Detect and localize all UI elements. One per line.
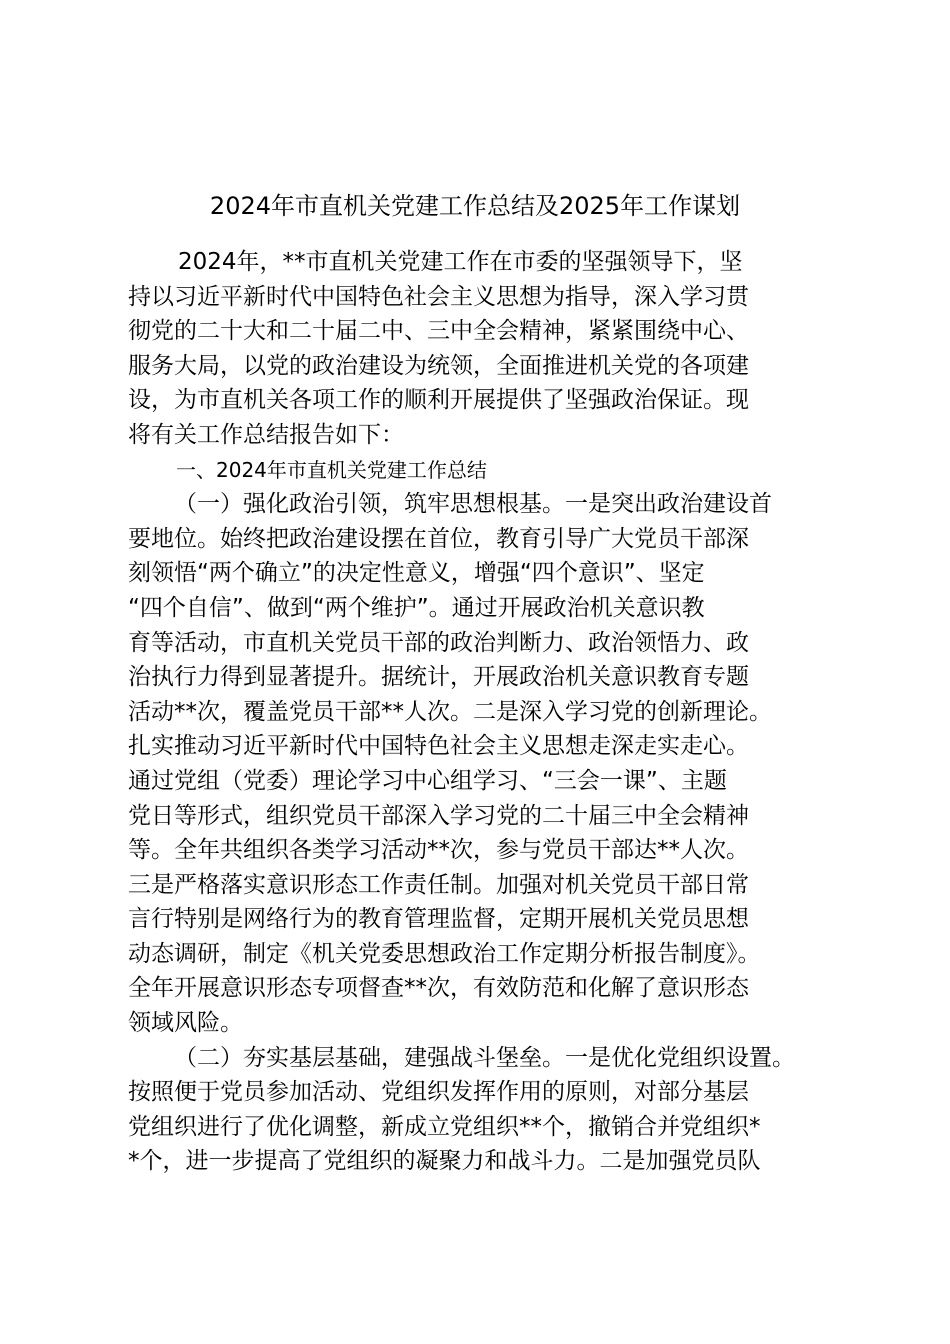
paragraph-line: 活动**次，覆盖党员干部**人次。二是深入学习党的创新理论。 [128,698,772,725]
paragraph-line: 持以习近平新时代中国特色社会主义思想为指导，深入学习贯 [128,283,749,310]
paragraph-line: 等。全年共组织各类学习活动**次，参与党员干部达**人次。 [128,837,749,864]
document-body [128,245,848,1179]
paragraph-line: 全年开展意识形态专项督查**次，有效防范和化解了意识形态 [128,975,749,1002]
paragraph-line: 彻党的二十大和二十届二中、三中全会精神，紧紧围绕中心、 [128,318,749,345]
paragraph-line: 将有关工作总结报告如下： [128,421,404,448]
paragraph-line: （二）夯实基层基础，建强战斗堡垒。一是优化党组织设置。 [174,1044,795,1071]
paragraph-line: 通过党组（党委）理论学习中心组学习、“三会一课”、主题 [128,767,727,794]
paragraph-line: 言行特别是网络行为的教育管理监督，定期开展机关党员思想 [128,906,749,933]
paragraph-line: 扎实推动习近平新时代中国特色社会主义思想走深走实走心。 [128,733,749,760]
paragraph-line: 服务大局，以党的政治建设为统领，全面推进机关党的各项建 [128,352,749,379]
paragraph-line: 按照便于党员参加活动、党组织发挥作用的原则，对部分基层 [128,1079,749,1106]
document-title: 2024年市直机关党建工作总结及2025年工作谋划 [209,192,741,220]
paragraph-line: 2024年，**市直机关党建工作在市委的坚强领导下，坚 [178,249,743,275]
paragraph-line: 刻领悟“两个确立”的决定性意义，增强“四个意识”、坚定 [128,560,705,587]
paragraph-line: 要地位。始终把政治建设摆在首位，教育引导广大党员干部深 [128,525,749,552]
paragraph-line: 党日等形式，组织党员干部深入学习党的二十届三中全会精神 [128,802,749,829]
paragraph-line: *个，进一步提高了党组织的凝聚力和战斗力。二是加强党员队 [128,1148,761,1175]
paragraph-line: 动态调研，制定《机关党委思想政治工作定期分析报告制度》。 [128,940,761,967]
section-heading: 一、2024年市直机关党建工作总结 [176,457,487,482]
paragraph-line: 设，为市直机关各项工作的顺利开展提供了坚强政治保证。现 [128,387,749,414]
paragraph-line: 三是严格落实意识形态工作责任制。加强对机关党员干部日常 [128,871,749,898]
paragraph-line: “四个自信”、做到“两个维护”。通过开展政治机关意识教 [128,594,705,621]
paragraph-line: （一）强化政治引领，筑牢思想根基。一是突出政治建设首 [174,491,772,518]
paragraph-line: 治执行力得到显著提升。据统计，开展政治机关意识教育专题 [128,664,749,691]
paragraph-line: 领域风险。 [128,1010,243,1037]
paragraph-line: 育等活动，市直机关党员干部的政治判断力、政治领悟力、政 [128,629,749,656]
paragraph-line: 党组织进行了优化调整，新成立党组织**个，撤销合并党组织* [128,1113,761,1140]
